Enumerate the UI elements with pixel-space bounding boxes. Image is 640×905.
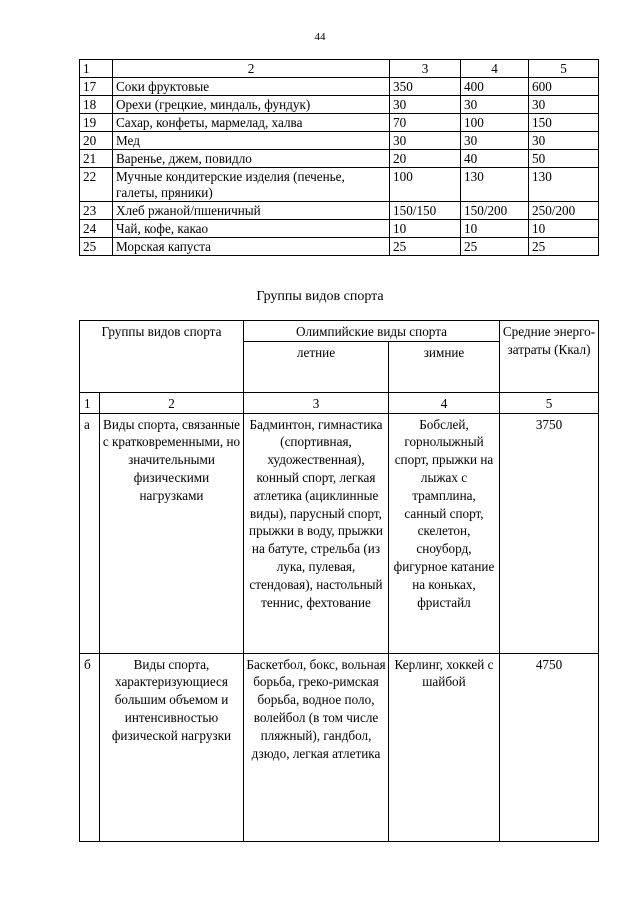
product-name: Хлеб ржаной/пшеничный [113, 202, 390, 220]
product-name: Сахар, конфеты, мармелад, халва [113, 114, 390, 132]
column-number: 1 [80, 392, 100, 413]
row-number: 20 [80, 132, 113, 150]
header-cell: 2 [113, 60, 390, 78]
header-cell: 5 [529, 60, 599, 78]
value-cell: 30 [529, 96, 599, 114]
row-number: 18 [80, 96, 113, 114]
value-cell: 20 [390, 150, 461, 168]
row-number: 24 [80, 220, 113, 238]
header-summer: летние [244, 341, 389, 392]
value-cell: 30 [461, 132, 529, 150]
section-title: Группы видов спорта [256, 289, 384, 304]
winter-sports: Бобслей, горнолыжный спорт, прыжки на лыжах с трамплина, санный спорт, скелетон, сноуборд, фигурное катание на коньках, фристайл [389, 413, 500, 653]
product-name: Морская капуста [113, 238, 390, 256]
product-name: Варенье, джем, повидло [113, 150, 390, 168]
group-description: Виды спорта, характеризующиеся большим объемом и интенсивностью физической нагрузки [100, 653, 244, 841]
row-number: 19 [80, 114, 113, 132]
value-cell: 70 [390, 114, 461, 132]
value-cell: 30 [390, 132, 461, 150]
value-cell: 400 [461, 78, 529, 96]
group-index: а [80, 413, 100, 653]
column-number: 4 [389, 392, 500, 413]
header-energy: Средние энерго-затраты (Ккал) [500, 321, 599, 393]
energy-value: 3750 [500, 413, 599, 653]
value-cell: 150/200 [461, 202, 529, 220]
product-name: Мучные кондитерские изделия (печенье, галеты, пряники) [113, 168, 390, 202]
product-name: Орехи (грецкие, миндаль, фундук) [113, 96, 390, 114]
row-number: 23 [80, 202, 113, 220]
column-number: 2 [100, 392, 244, 413]
table-row [80, 168, 599, 202]
column-number: 3 [244, 392, 389, 413]
table-row [80, 238, 599, 256]
product-name: Чай, кофе, какао [113, 220, 390, 238]
header-olympic: Олимпийские виды спорта [244, 321, 500, 342]
table-row [80, 202, 599, 220]
table-row [80, 653, 599, 841]
energy-value: 4750 [500, 653, 599, 841]
value-cell: 40 [461, 150, 529, 168]
value-cell: 100 [390, 168, 461, 202]
table-row [80, 150, 599, 168]
value-cell: 600 [529, 78, 599, 96]
table-header-row [80, 321, 599, 342]
table-row [80, 413, 599, 653]
summer-sports: Бадминтон, гимнастика (спортивная, художественная), конный спорт, легкая атлетика (ациклинные виды), парусный спорт, прыжки в воду, прыжки на батуте, стрельба (из лука, пулевая, стендовая), настольный теннис, фехтование [244, 413, 389, 653]
food-norms-table [79, 59, 599, 256]
table-header-row [80, 60, 599, 78]
group-index: б [80, 653, 100, 841]
value-cell: 130 [461, 168, 529, 202]
table-row [80, 114, 599, 132]
header-cell: 4 [461, 60, 529, 78]
value-cell: 30 [529, 132, 599, 150]
value-cell: 150/150 [390, 202, 461, 220]
header-winter: зимние [389, 341, 500, 392]
row-number: 21 [80, 150, 113, 168]
product-name: Мед [113, 132, 390, 150]
value-cell: 25 [461, 238, 529, 256]
table-row [80, 132, 599, 150]
row-number: 22 [80, 168, 113, 202]
value-cell: 350 [390, 78, 461, 96]
group-description: Виды спорта, связанные с кратковременными, но значительными физическими нагрузками [100, 413, 244, 653]
column-number: 5 [500, 392, 599, 413]
column-number-row [80, 392, 599, 413]
table-row [80, 220, 599, 238]
value-cell: 100 [461, 114, 529, 132]
header-cell: 1 [80, 60, 113, 78]
header-cell: 3 [390, 60, 461, 78]
value-cell: 10 [461, 220, 529, 238]
table-row [80, 96, 599, 114]
table-row [80, 78, 599, 96]
row-number: 17 [80, 78, 113, 96]
summer-sports: Баскетбол, бокс, вольная борьба, греко-римская борьба, водное поло, волейбол (в том числе пляжный), гандбол, дзюдо, легкая атлетика [244, 653, 389, 841]
value-cell: 25 [390, 238, 461, 256]
value-cell: 130 [529, 168, 599, 202]
value-cell: 50 [529, 150, 599, 168]
value-cell: 250/200 [529, 202, 599, 220]
value-cell: 25 [529, 238, 599, 256]
value-cell: 10 [529, 220, 599, 238]
sport-groups-table [79, 320, 599, 842]
value-cell: 30 [390, 96, 461, 114]
row-number: 25 [80, 238, 113, 256]
winter-sports: Керлинг, хоккей с шайбой [389, 653, 500, 841]
value-cell: 10 [390, 220, 461, 238]
value-cell: 150 [529, 114, 599, 132]
value-cell: 30 [461, 96, 529, 114]
product-name: Соки фруктовые [113, 78, 390, 96]
page-number: 44 [314, 31, 326, 43]
header-groups: Группы видов спорта [80, 321, 244, 393]
